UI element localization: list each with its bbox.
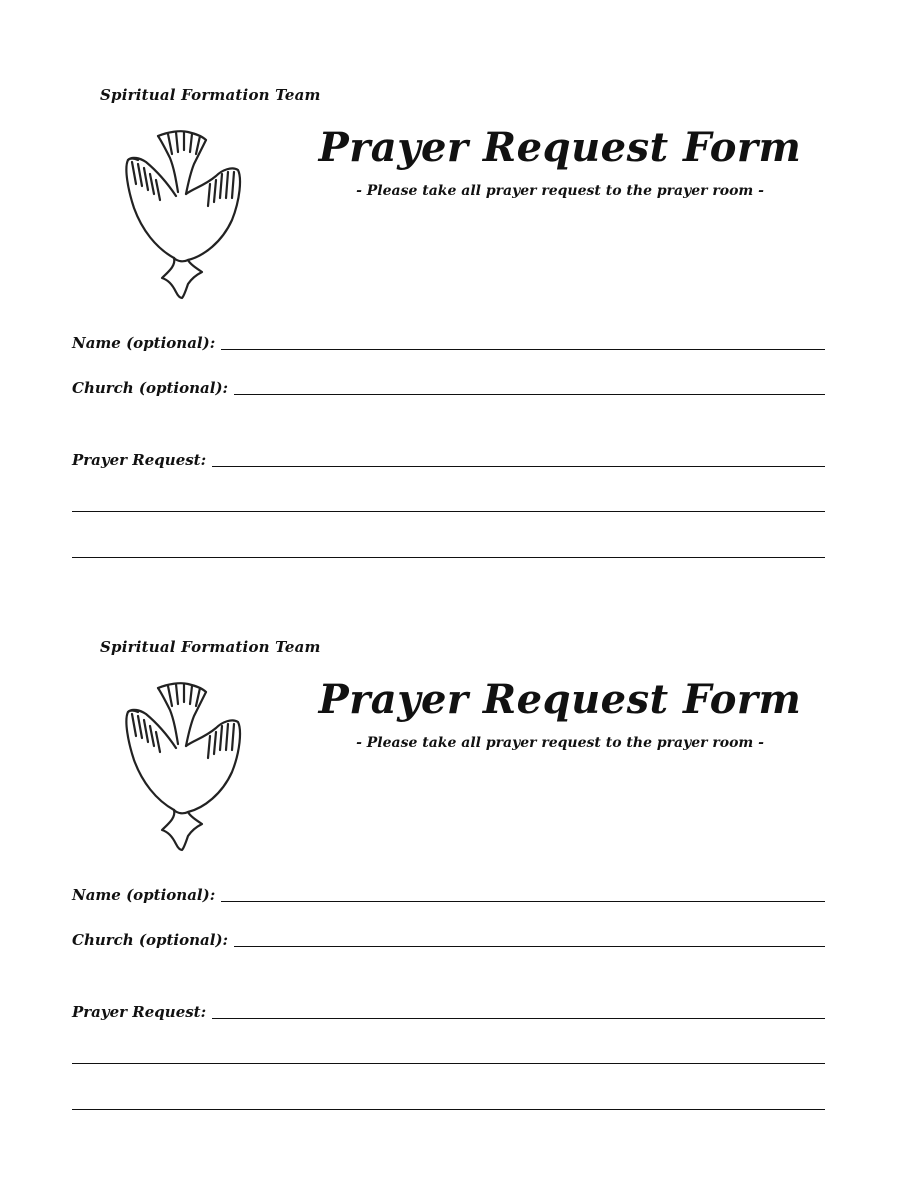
church-input-line[interactable]	[234, 394, 825, 395]
prayer-request-field[interactable]	[72, 997, 825, 1021]
prayer-request-form-1	[0, 0, 900, 560]
name-field[interactable]	[72, 880, 825, 904]
name-label: Name (optional):	[72, 886, 216, 904]
church-input-line[interactable]	[234, 946, 825, 947]
dove-icon	[118, 680, 246, 852]
prayer-request-form-2	[0, 552, 900, 1112]
prayer-request-extra-line-2[interactable]	[72, 1088, 825, 1112]
prayer-request-extra-line-1[interactable]	[72, 490, 825, 514]
prayer-request-label: Prayer Request:	[72, 451, 207, 469]
team-name: Spiritual Formation Team	[100, 86, 321, 104]
church-label: Church (optional):	[72, 379, 229, 397]
form-title: Prayer Request Form	[318, 124, 802, 171]
dove-icon	[118, 128, 246, 300]
name-input-line[interactable]	[221, 349, 825, 350]
team-name: Spiritual Formation Team	[100, 638, 321, 656]
prayer-request-input-line[interactable]	[212, 1018, 825, 1019]
extra-input-line[interactable]	[72, 1109, 825, 1110]
church-field[interactable]	[72, 373, 825, 397]
form-subtitle: - Please take all prayer request to the prayer room -	[356, 735, 764, 751]
prayer-request-field[interactable]	[72, 445, 825, 469]
prayer-request-input-line[interactable]	[212, 466, 825, 467]
prayer-request-label: Prayer Request:	[72, 1003, 207, 1021]
form-title: Prayer Request Form	[318, 676, 802, 723]
church-label: Church (optional):	[72, 931, 229, 949]
name-input-line[interactable]	[221, 901, 825, 902]
extra-input-line[interactable]	[72, 511, 825, 512]
name-field[interactable]	[72, 328, 825, 352]
form-subtitle: - Please take all prayer request to the prayer room -	[356, 183, 764, 199]
prayer-request-extra-line-1[interactable]	[72, 1042, 825, 1066]
church-field[interactable]	[72, 925, 825, 949]
name-label: Name (optional):	[72, 334, 216, 352]
extra-input-line[interactable]	[72, 1063, 825, 1064]
